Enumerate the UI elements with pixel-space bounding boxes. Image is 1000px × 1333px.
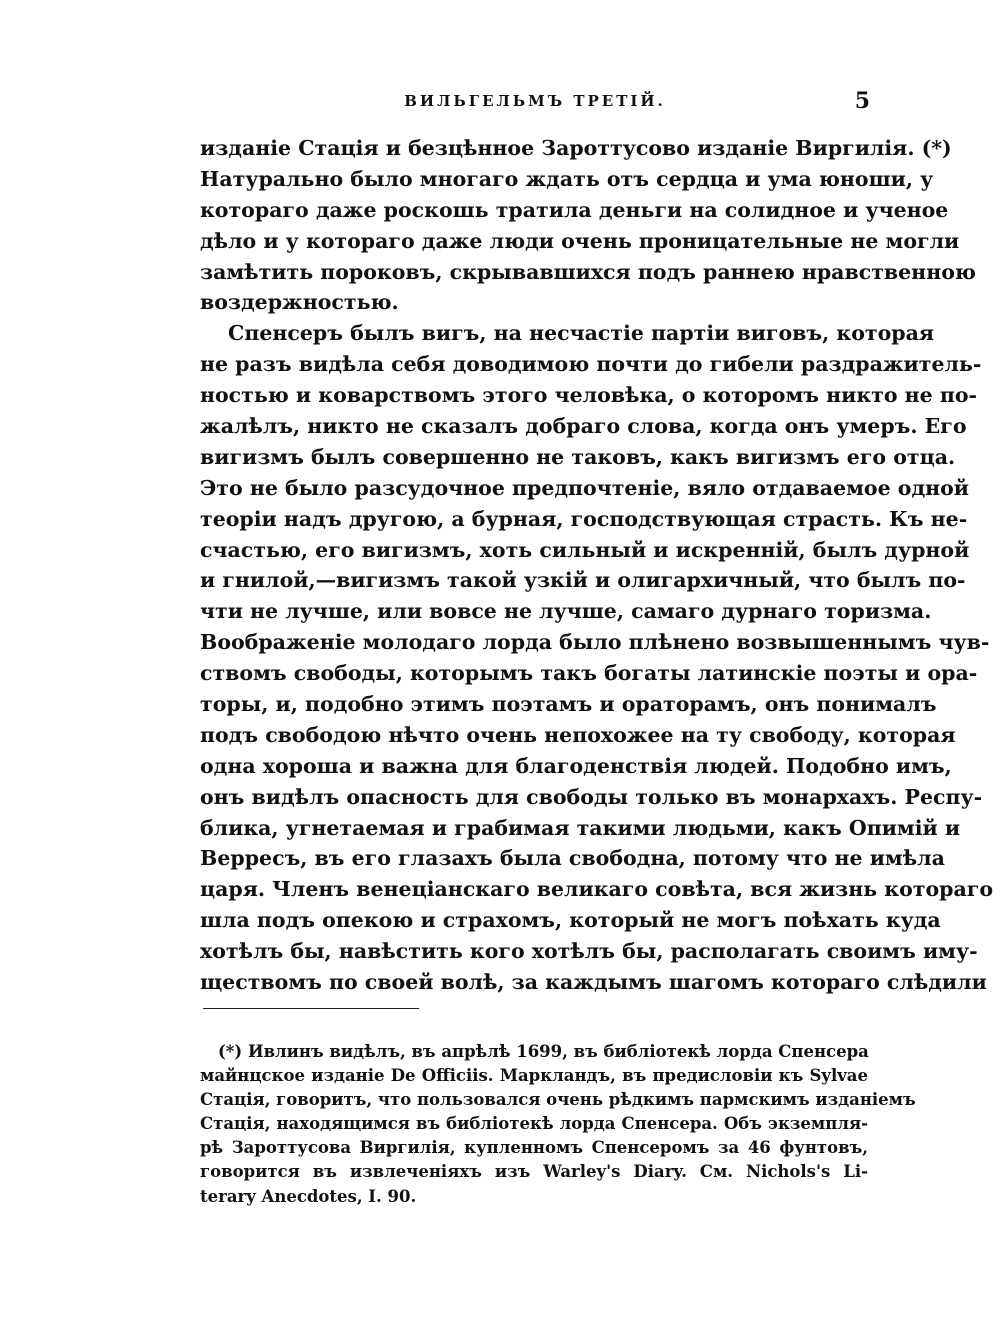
text-line: шла подъ опекою и страхомъ, который не могъ поѣхать куда: [200, 908, 941, 933]
text-line: не разъ видѣла себя доводимою почти до гибели раздражитель-: [200, 352, 982, 377]
text-line: Натурально было многаго ждать отъ сердца и ума юноши, у: [200, 166, 934, 191]
footnote-line: майнцское изданіе De Officiis. Маркландъ, въ предисловіи къ Sylvae: [200, 1066, 868, 1086]
text-line: замѣтить пороковъ, скрывавшихся подъ раннею нравственною: [200, 259, 976, 284]
page-number: 5: [854, 88, 870, 114]
footnote-line: говорится въ извлеченіяхъ изъ Warley's Diary. См. Nichols's Li-: [200, 1162, 868, 1182]
text-line: дѣло и у котораго даже люди очень проницательные не могли: [200, 228, 960, 253]
text-line: подъ свободою нѣчто очень непохожее на ту свободу, которая: [200, 722, 956, 747]
text-line: чти не лучше, или вовсе не лучше, самаго дурнаго торизма.: [200, 599, 932, 624]
text-line: Это не было разсудочное предпочтеніе, вяло отдаваемое одной: [200, 475, 970, 500]
text-line: и гнилой,—вигизмъ такой узкій и олигархичный, что былъ по-: [200, 568, 966, 593]
text-line: блика, угнетаемая и грабимая такими людьми, какъ Опимій и: [200, 815, 961, 840]
footnote-line: Стація, говоритъ, что пользовался очень рѣдкимъ пармскимъ изданіемъ: [200, 1090, 916, 1110]
text-line: онъ видѣлъ опасность для свободы только въ монархахъ. Респу-: [200, 784, 983, 809]
text-line: царя. Членъ венеціанскаго великаго совѣта, вся жизнь котораго: [200, 877, 993, 902]
text-line: счастью, его вигизмъ, хоть сильный и искренній, былъ дурной: [200, 537, 970, 562]
footnote-line: terary Anecdotes, I. 90.: [200, 1186, 417, 1206]
text-line: теоріи надъ другою, а бурная, господствующая страсть. Къ не-: [200, 506, 968, 531]
text-line: торы, и, подобно этимъ поэтамъ и ораторамъ, онъ понималъ: [200, 692, 937, 717]
footnote-separator: [203, 1008, 419, 1009]
text-line: одна хороша и важна для благоденствія людей. Подобно имъ,: [200, 753, 952, 778]
text-line: котораго даже роскошь тратила деньги на солидное и ученое: [200, 197, 949, 222]
text-line: Верресъ, въ его глазахъ была свободна, потому что не имѣла: [200, 846, 945, 871]
text-line: Воображеніе молодаго лорда было плѣнено возвышеннымъ чув-: [200, 630, 990, 655]
text-line: изданіе Стація и безцѣнное Зароттусово изданіе Виргилія. (*): [200, 136, 952, 160]
footnote-line: (*) Ивлинъ видѣлъ, въ апрѣлѣ 1699, въ библіотекѣ лорда Спенсера: [218, 1042, 869, 1061]
text-line: ществомъ по своей волѣ, за каждымъ шагомъ котораго слѣдили: [200, 970, 987, 995]
text-line: хотѣлъ бы, навѣстить кого хотѣлъ бы, располагать своимъ иму-: [200, 939, 978, 964]
text-line: воздержностью.: [200, 290, 399, 315]
footnote-line: Стація, находящимся въ библіотекѣ лорда Спенсера. Объ экземпля-: [200, 1114, 868, 1134]
running-head: ВИЛЬГЕЛЬМЪ ТРЕТІЙ.: [404, 92, 666, 110]
body-text: [200, 133, 993, 998]
text-line: ствомъ свободы, которымъ такъ богаты латинскіе поэты и ора-: [200, 661, 978, 686]
footnote: [200, 1040, 916, 1209]
page-header: [200, 88, 870, 114]
footnote-line: рѣ Зароттусова Виргилія, купленномъ Спенсеромъ за 46 фунтовъ,: [200, 1138, 868, 1158]
text-line: вигизмъ былъ совершенно не таковъ, какъ вигизмъ его отца.: [200, 444, 956, 469]
text-line: жалѣлъ, никто не сказалъ добраго слова, когда онъ умеръ. Его: [200, 414, 967, 439]
text-line: ностью и коварствомъ этого человѣка, о которомъ никто не по-: [200, 383, 978, 408]
text-line: Спенсеръ былъ вигъ, на несчастіе партіи виговъ, которая: [228, 321, 935, 346]
